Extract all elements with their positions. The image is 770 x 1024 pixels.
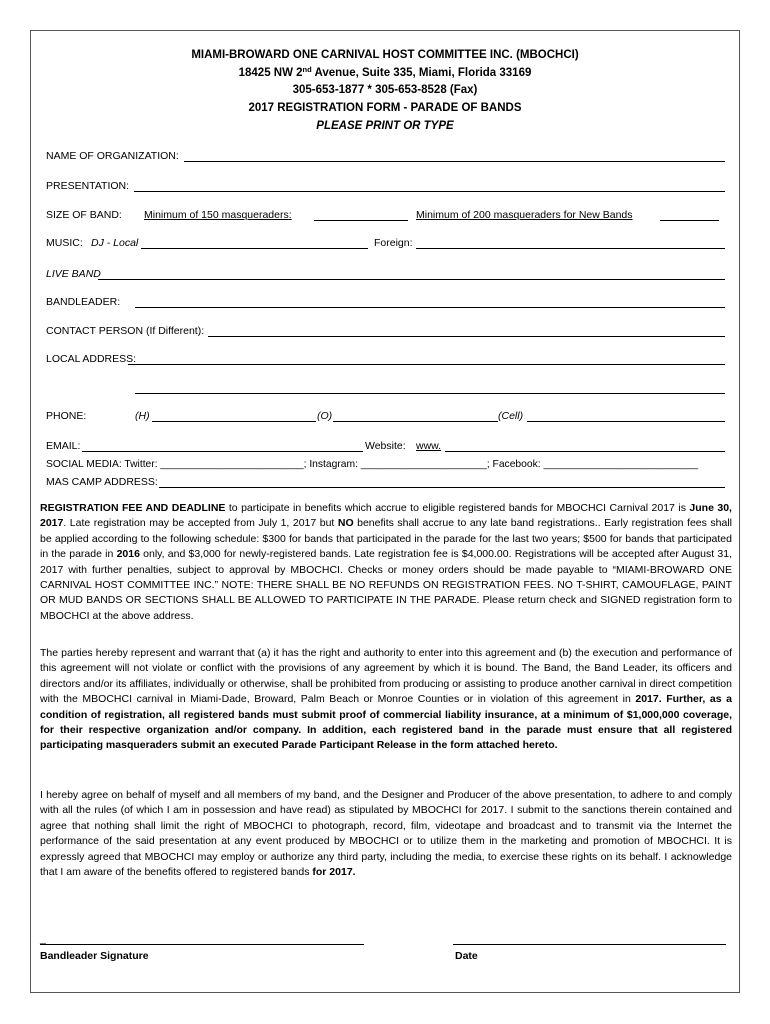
organization-label: NAME OF ORGANIZATION: [46, 150, 179, 162]
music-dj-field[interactable] [141, 248, 368, 249]
committee-name: MIAMI-BROWARD ONE CARNIVAL HOST COMMITTEE INC. (MBOCHCI) [191, 49, 579, 61]
bandleader-signature-label: Bandleader Signature [40, 950, 149, 962]
music-foreign-field[interactable] [416, 248, 725, 249]
size-label: SIZE OF BAND: [46, 209, 122, 221]
website-field[interactable] [445, 451, 725, 452]
live-band-label: LIVE BAND [46, 268, 101, 280]
website-www: www. [416, 440, 442, 452]
local-address-field-2[interactable] [135, 393, 725, 394]
email-label: EMAIL: [46, 440, 81, 452]
date-field[interactable] [453, 944, 726, 945]
presentation-field[interactable] [134, 191, 725, 192]
signature-mark: _ [40, 933, 46, 945]
mas-camp-field[interactable] [159, 487, 725, 488]
local-address-label: LOCAL ADDRESS: [46, 353, 137, 365]
social-media-row[interactable]: SOCIAL MEDIA: Twitter: _________________________; Instagram: ______________________; Facebook: ___________________________ [46, 459, 699, 470]
bandleader-signature-field[interactable] [40, 944, 364, 945]
mas-camp-label: MAS CAMP ADDRESS: [46, 476, 158, 488]
phone-cell-label: (Cell) [498, 410, 524, 422]
presentation-label: PRESENTATION: [46, 180, 130, 192]
website-label: Website: [365, 440, 406, 452]
committee-address: 18425 NW 2nd Avenue, Suite 335, Miami, Florida 33169 [238, 65, 532, 79]
contact-label: CONTACT PERSON (If Different): [46, 325, 205, 337]
form-title: 2017 REGISTRATION FORM - PARADE OF BANDS [248, 102, 522, 114]
agreement-paragraph: I hereby agree on behalf of myself and all members of my band, and the Designer and Producer of the above presentation, to adhere to and comply with all the rules (of which I am in possession and have read) as stipulated by MBOCHCI for 2017. I submit to the sanctions therein contained and agree that nothing shall limit the right of MBOCHCI to photograph, record, film, videotape and broadcast and to transmit via the Internet the performance of the said presentation at any event produced by MBOCHCI or to utilize them in the marketing and promotion of MBOCHCI. It is expressly agreed that MBOCHCI may employ or authorize any third party, including the media, to exercise these rights on its behalf. I acknowledge that I am aware of the benefits offered to registered bands for 2017. [40, 789, 732, 879]
size-min-150: Minimum of 150 masqueraders: [144, 209, 292, 221]
phone-home-label: (H) [135, 410, 150, 422]
warranty-paragraph: The parties hereby represent and warrant that (a) it has the right and authority to enter into this agreement and (b) the execution and performance of this agreement will not violate or conflict with the provisions of any agreement by which it is bound. The Band, the Band Leader, its officers and directors and/or its affiliates, individually or otherwise, shall be prohibited from producing or assisting to produce another carnival in direct competition with the MBOCHCI carnival in Miami-Dade, Broward, Palm Beach or Monroe Counties or in violation of this agreement in 2017. Further, as a condition of registration, all registered bands must submit proof of commercial liability insurance, at a minimum of $1,000,000 coverage, for their respective organization and/or company. In addition, each registered band in the parade must ensure that all registered participating masqueraders submit an executed Parade Participant Release in the form attached hereto. [40, 647, 733, 752]
size-200-field[interactable] [660, 220, 719, 221]
organization-field[interactable] [184, 161, 725, 162]
bandleader-label: BANDLEADER: [46, 296, 121, 308]
phone-label: PHONE: [46, 410, 87, 422]
committee-phones: 305-653-1877 * 305-653-8528 (Fax) [292, 84, 478, 96]
phone-office-label: (O) [317, 410, 333, 422]
music-foreign: Foreign: [374, 237, 413, 249]
phone-cell-field[interactable] [527, 421, 725, 422]
music-dj-local: DJ - Local [91, 237, 139, 249]
phone-office-field[interactable] [333, 421, 498, 422]
local-address-field-1[interactable] [128, 364, 725, 365]
phone-home-field[interactable] [152, 421, 316, 422]
print-instruction: PLEASE PRINT OR TYPE [316, 120, 454, 132]
date-label: Date [455, 950, 478, 962]
size-150-field[interactable] [314, 220, 408, 221]
registration-fee-paragraph: REGISTRATION FEE AND DEADLINE to participate in benefits which accrue to eligible registered bands for MBOCHCI Carnival 2017 is June 30, 2017. Late registration may be accepted from July 1, 2017 but NO benefits shall accrue to any late band registrations.. Early registration fees shall be applied according to the following schedule: $300 for bands that participated in the parade for the last two years; $500 for bands that participated in the parade in 2016 only, and $3,000 for newly-registered bands. Late registration fee is $4,000.00. Registrations will be accepted after August 31, 2017 with further penalties, subject to approval by MBOCHCI. Checks or money orders should be made payable to “MIAMI-BROWARD ONE CARNIVAL HOST COMMITTEE INC.” NOTE: THERE SHALL BE NO REFUNDS ON REGISTRATION FEES. NO T-SHIRT, CAMOUFLAGE, PAINT OR MUD BANDS OR SECTIONS SHALL BE ALLOWED TO PARTICIPATE IN THE PARADE. Please return check and SIGNED registration form to MBOCHCI at the above address. [40, 502, 732, 622]
size-min-200: Minimum of 200 masqueraders for New Bands [416, 209, 633, 221]
contact-field[interactable] [208, 336, 725, 337]
music-label: MUSIC: [46, 237, 83, 249]
email-field[interactable] [82, 451, 363, 452]
bandleader-field[interactable] [135, 307, 725, 308]
live-band-field[interactable] [98, 279, 725, 280]
